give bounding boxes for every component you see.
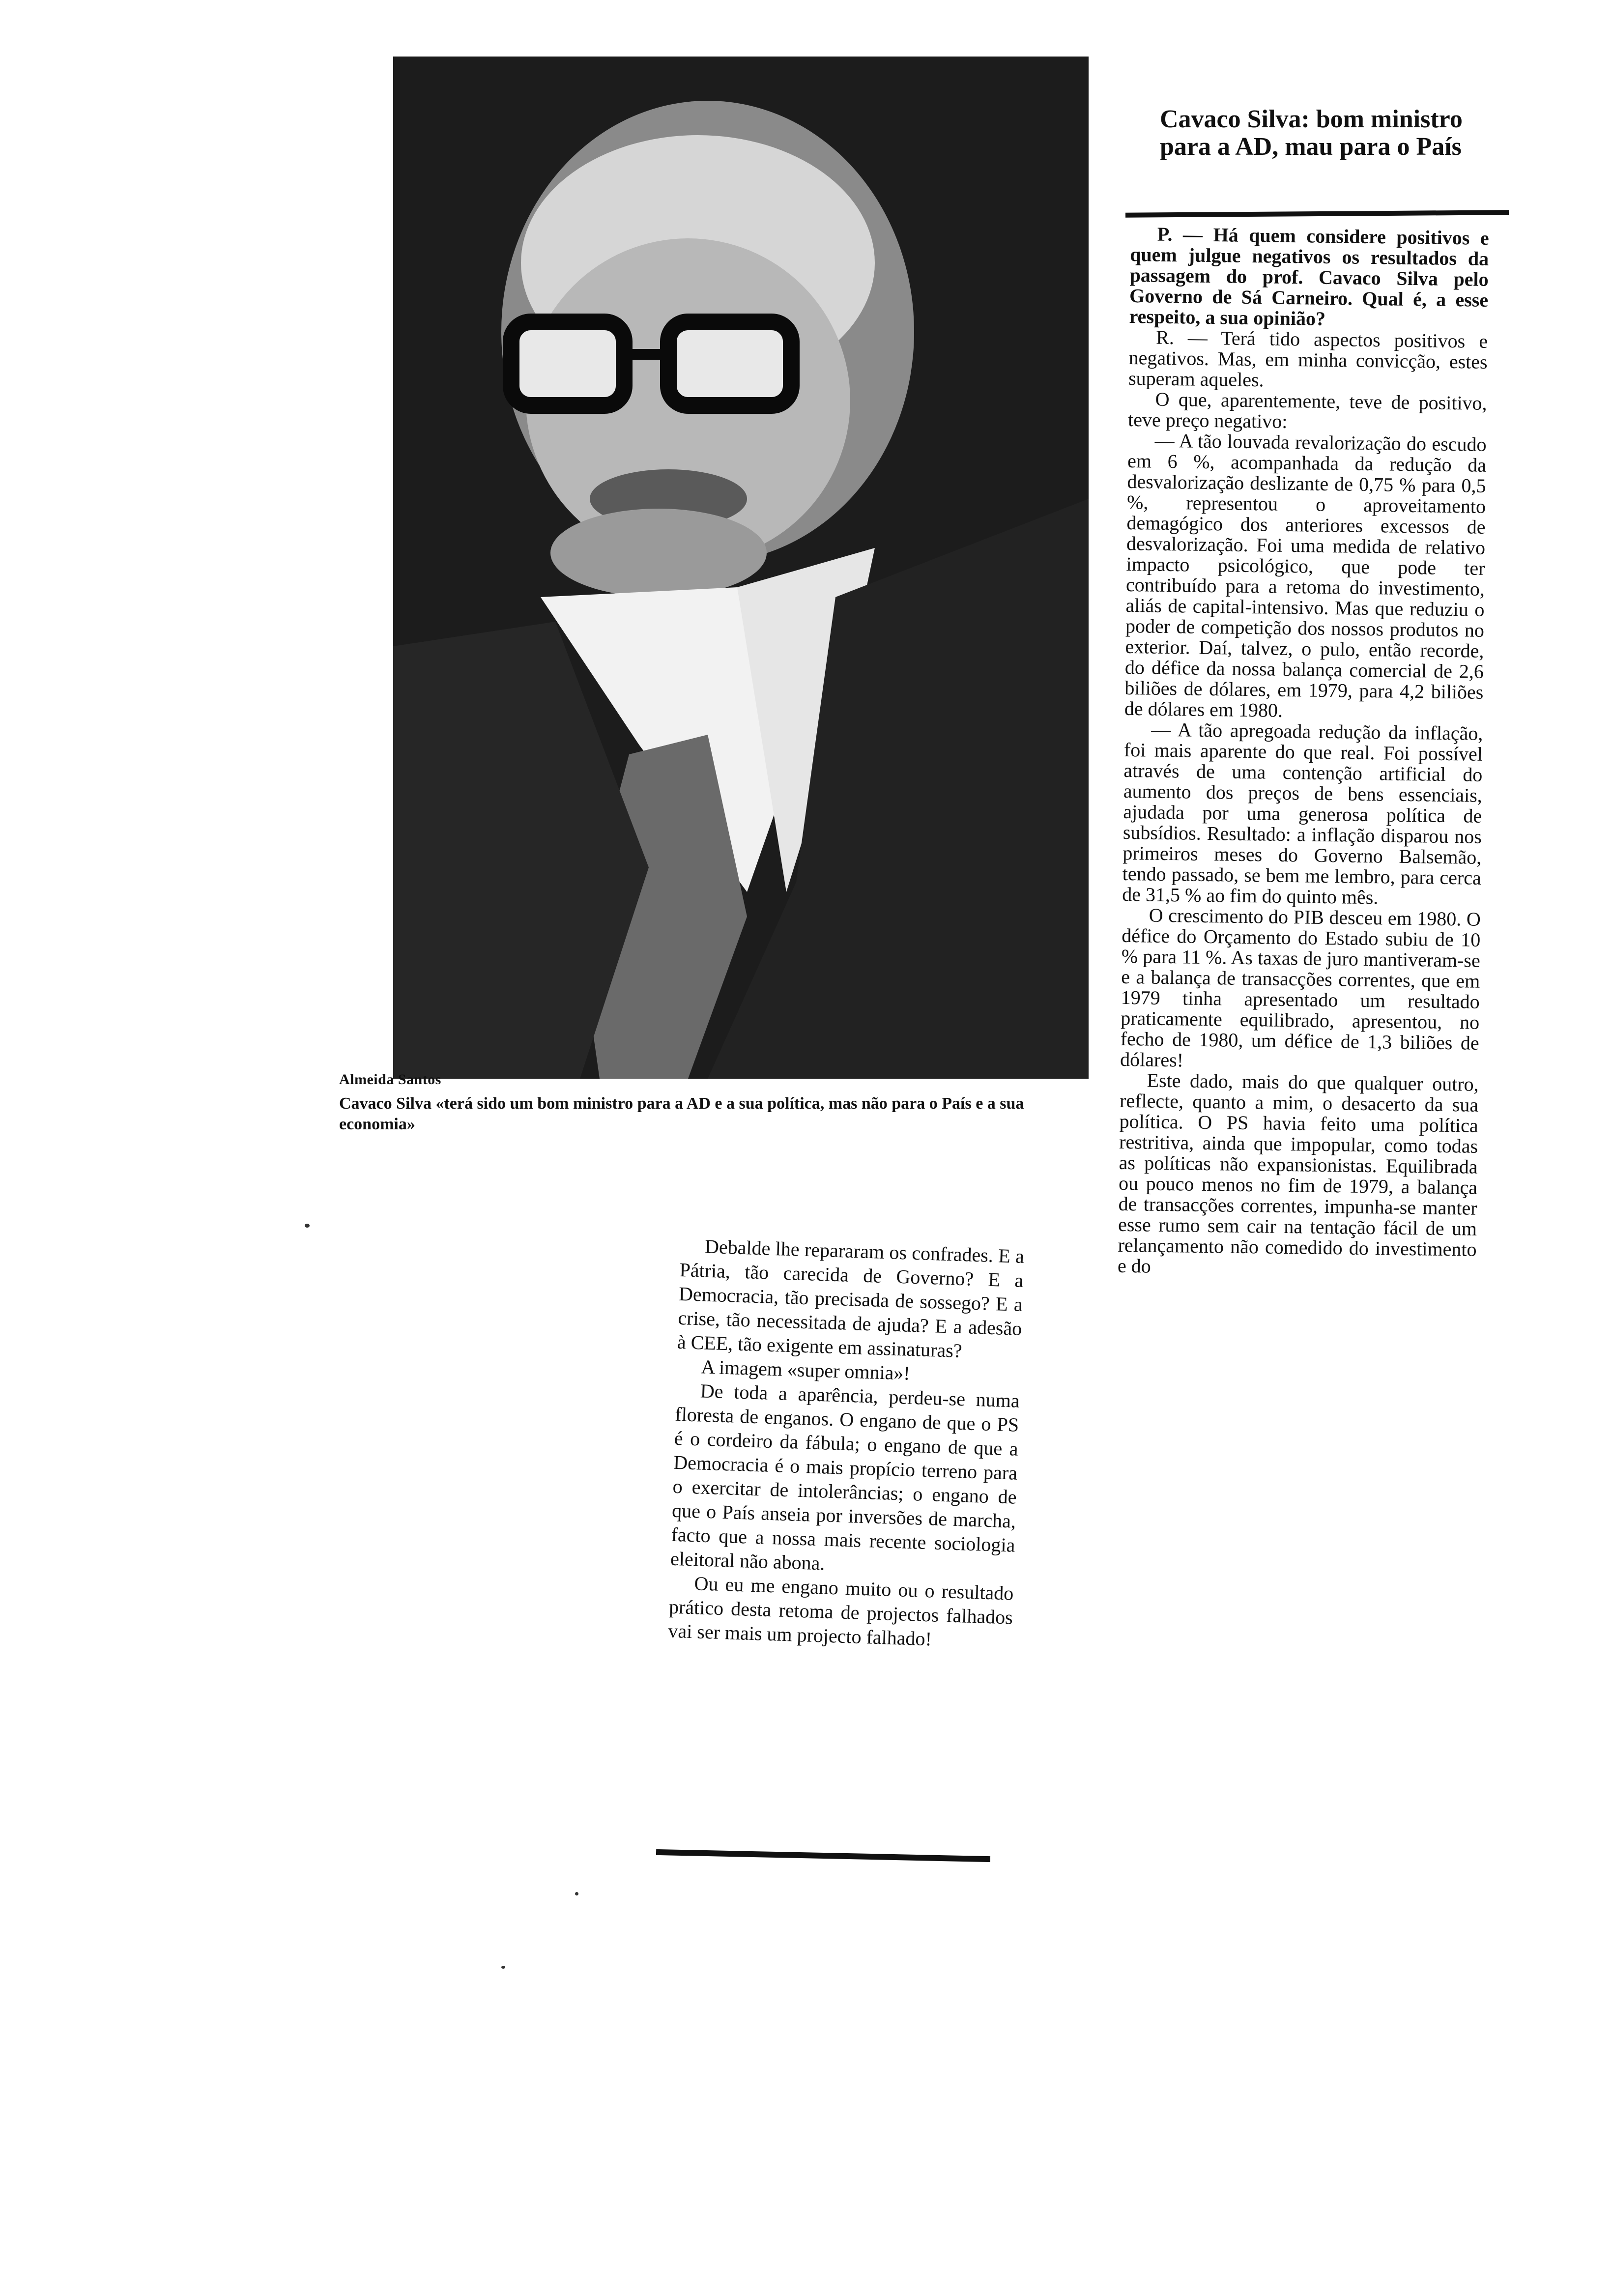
headline-rule <box>1125 210 1509 217</box>
portrait-image <box>393 57 1089 1079</box>
left-paragraph: De toda a aparência, perdeu-se numa floresta de enganos. O engano de que o PS é o cordeiro da fábula; o engano de que a Democracia é o mais propício terreno para o exercitar de intolerâncias; o engano de que o País anseia por inversões de marcha, facto que a nossa mais recente sociologia eleitoral não abona. <box>670 1379 1020 1575</box>
article-headline: Cavaco Silva: bom ministro para a AD, mau para o País <box>1160 105 1463 161</box>
photo-caption: Cavaco Silva «terá sido um bom ministro para a AD e a sua política, mas não para o País e a sua economia» <box>339 1094 1024 1133</box>
column-end-rule <box>656 1849 990 1862</box>
interview-answer: Este dado, mais do que qualquer outro, reflecte, quanto a mim, o desacerto da sua política. O PS havia feito uma política restritiva, ainda que impopular, como todas as políticas não expansionistas. Equilibrada ou pouco menos no fim de 1979, a balança de transacções correntes, impunha-se manter esse rumo sem cair na tentação fácil de um relançamento não comedido do investimento e do <box>1117 1069 1479 1277</box>
portrait-photo <box>393 57 1089 1079</box>
interview-answer: O que, aparentemente, teve de positivo, teve preço negativo: <box>1127 388 1487 432</box>
left-column <box>668 1234 1025 1654</box>
interview-answer: — A tão louvada revalorização do escudo em 6 %, acompanhada da redução da desvalorização deslizante de 0,75 % para 0,5 %, representou o aproveitamento demagógico dos anteriores excessos de desvalorização. Foi uma medida de relativo impacto psicológico, que pode ter contribuído para a retoma do investimento, aliás de capital-intensivo. Mas que reduziu o poder de competição dos nossos produtos no exterior. Daí, talvez, o pulo, então recorde, do défice da nossa balança comercial de 2,6 biliões de dólares, em 1979, para 4,2 biliões de dólares em 1980. <box>1124 429 1487 721</box>
interview-answer: — A tão apregoada redução da inflação, foi mais aparente do que real. Foi possível através de uma contenção artificial do aumento dos preços de bens essenciais, ajudada por uma generosa política de subsídios. Resultado: a inflação disparou nos primeiros meses do Governo Balsemão, tendo passado, se bem me lembro, para cerca de 31,5 % ao fim do quinto mês. <box>1122 718 1483 909</box>
left-paragraph: A imagem «super omnia»! <box>700 1355 911 1384</box>
right-column <box>1118 224 1489 1281</box>
left-paragraph: Ou eu me engano muito ou o resultado prático desta retoma de projectos falhados vai ser mais um projecto falhado! <box>667 1572 1014 1650</box>
interview-answer: R. — Terá tido aspectos positivos e negativos. Mas, em minha convicção, estes superam aqueles. <box>1128 326 1488 391</box>
interview-answer: O crescimento do PIB desceu em 1980. O défice do Orçamento do Estado subiu de 10 % para 11 %. As taxas de juro mantiveram-se e a balança de transacções correntes, que em 1979 tinha apresentado um resultado praticamente equilibrado, apresentou, no fecho de 1980, um défice de 1,3 biliões de dólares! <box>1120 904 1481 1071</box>
scan-speck <box>501 1966 505 1969</box>
scan-speck <box>575 1892 578 1895</box>
scan-speck <box>305 1224 310 1228</box>
photo-credit: Almeida Santos <box>339 1071 441 1088</box>
left-paragraph: Debalde lhe repararam os confrades. E a Pátria, tão carecida de Governo? E a Democracia, tão precisada de sossego? E a crise, tão necessitada de ajuda? E a adesão à CEE, tão exigente em assinaturas? <box>677 1235 1025 1362</box>
interview-question: P. — Há quem considere positivos e quem julgue negativos os resultados da passagem do prof. Cavaco Silva pelo Governo de Sá Carneiro. Qual é, a esse respeito, a sua opinião? <box>1129 223 1489 330</box>
